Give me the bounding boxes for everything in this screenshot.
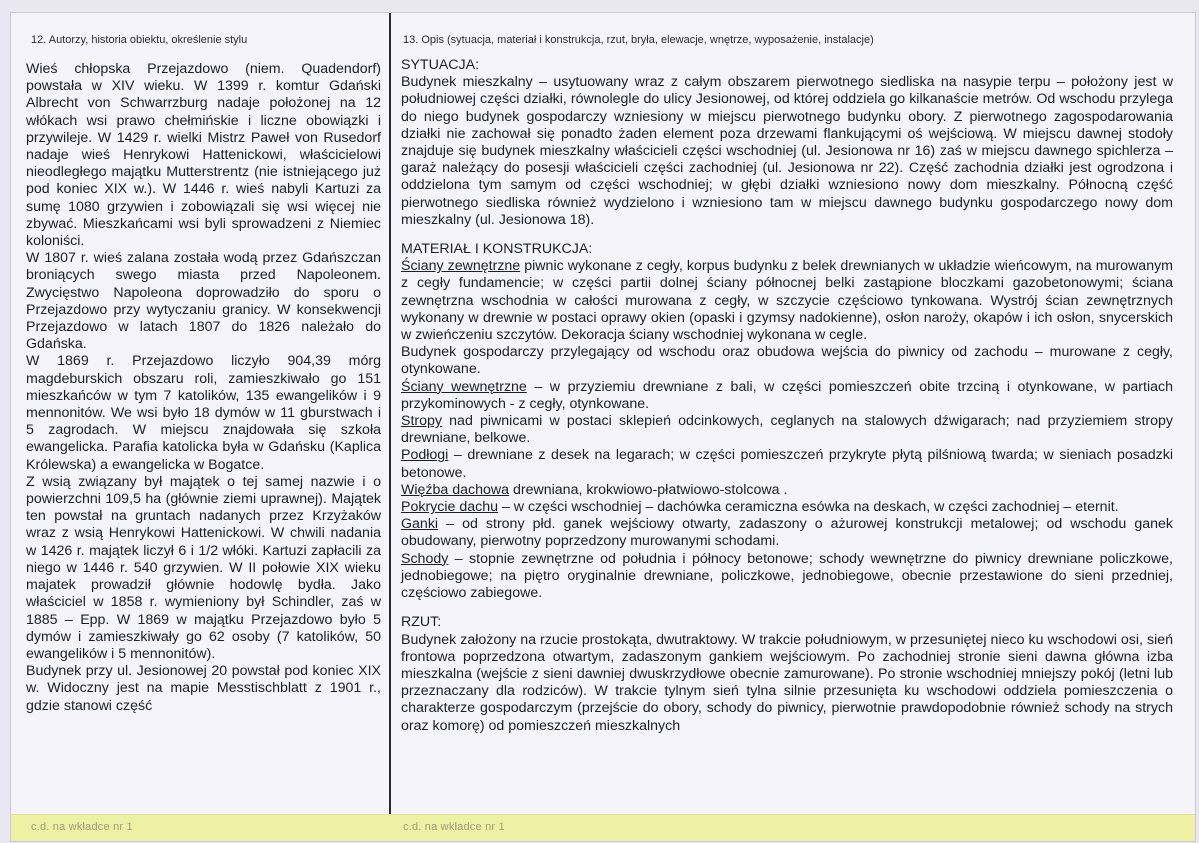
material-item <box>401 499 1173 516</box>
history-header: 12. Autorzy, historia obiektu, określenie stylu <box>31 34 248 46</box>
material-text: – w przyziemiu drewniane z bali, w części pomieszczeń obite trzciną i otynkowane, w partiach przykominowych - z cegły, otynkowane. <box>401 378 1173 412</box>
material-item <box>401 551 1173 603</box>
section-title-material: MATERIAŁ I KONSTRUKCJA: <box>401 241 593 258</box>
history-paragraph: Wieś chłopska Przejazdowo (niem. Quadendorf) powstała w XIV wieku. W 1399 r. komtur Gdański Albrecht von Schwarrzburg nadaje położonej na 12 włókach wsi prawo chełmińskie i liczne obowiązki i przywileje. W 1429 r. wielki Mistrz Paweł von Rusedorf nadaje wieś Henrykowi Hattenickowi, właścicielowi nieodległego majątku Mutterstrentz (nie istniejącego już pod koniec XIX w.). W 1446 r. wieś nabyli Kartuzi za sumę 1080 grzywien i zobowiązali się wsi więcej nie zbywać. Mieszkańcami wsi byli sprowadzeni z Niemiec koloniści. <box>26 61 381 250</box>
history-paragraph: Z wsią związany był majątek o tej samej nazwie i o powierzchni 109,5 ha (głównie ziemi uprawnej). Majątek ten powstał na gruntach nadanych przez Krzyżaków wraz z wsią Henrykowi Hattenickowi. W chwili nadania w 1426 r. majątek liczył 6 i 1/2 włóki. Kartuzi zapłacili za niego w 1446 r. 540 grzywien. W II połowie XIX wieku majatek prowadził głównie hodowlę bydła. Jako właściciel w 1858 r. wymieniony był Schindler, zaś w 1885 – Epp. W 1869 w majątku Przejazdowo było 5 dymów i zamieszkiwały go 62 osoby (7 katolików, 50 ewangelików i 5 mennonitów). <box>26 473 381 662</box>
rzut-paragraph: Budynek założony na rzucie prostokąta, dwutraktowy. W trakcie południowym, w przesuniętej nieco ku wschodowi osi, sień frontowa poprzedzona otwartym, zadaszonym gankiem wejściowym. Po zachodniej stronie sieni dawna główna izba mieszkalna (wejście z sieni dawniej dwuskrzydłowe obecnie zamurowane). Po stronie wschodniej mniejszy pokój (letni lub przeznaczany dla rodziców). W trakcie tylnym sień tylna silnie przesunięta ku wschodowi oddziela pomieszczenia o charakterze gospodarczym (przejście do obory, schody do piwnicy, pierwotnie prawdopodobnie również schody na strych oraz komorę) od pomieszczeń mieszkalnych <box>401 631 1173 734</box>
material-text: drewniana, krokwiowo-płatwiowo-stolcowa . <box>509 481 788 498</box>
material-item <box>401 344 1173 378</box>
material-label: Więźba dachowa <box>401 481 510 498</box>
material-text: nad piwnicami w postaci sklepień odcinkowych, ceglanych na stalowych dźwigarach; nad przyziemiem stropy drewniane, belkowe. <box>401 413 1173 447</box>
form-sheet <box>10 12 1196 842</box>
material-label: Stropy <box>401 413 443 430</box>
material-text: – stopnie zewnętrzne od południa i północy betonowe; schody wewnętrzne do piwnicy drewniane policzkowe, jednobiegowe; na piętro oryginalnie drewniane, policzkowe, jednobiegowe, obecnie przestawione do sieni przedniej, częściowo zabiegowe. <box>401 550 1173 602</box>
history-text <box>26 61 381 715</box>
material-item <box>401 379 1173 413</box>
material-label: Ściany zewnętrzne <box>401 258 521 275</box>
material-text: – od strony płd. ganek wejściowy otwarty, zadaszony o ażurowej konstrukcji metalowej; od wschodu ganek obudowany, pierwotny poprzedzony murowanymi schodami. <box>401 516 1173 550</box>
material-text: – w części wschodniej – dachówka ceramiczna esówka na deskach, w części zachodniej – eternit. <box>498 499 1119 516</box>
description-column <box>391 13 1195 841</box>
material-item <box>401 413 1173 447</box>
history-column <box>11 13 391 841</box>
material-label: Podłogi <box>401 447 449 464</box>
footer-band <box>11 814 1195 841</box>
section-title-rzut: RZUT: <box>401 614 442 631</box>
history-paragraph: W 1869 r. Przejazdowo liczyło 904,39 mórg magdeburskich obszaru roli, zamieszkiwało go 151 mieszkańców w tym 7 katolików, 135 ewangelików i 9 mennonitów. We wsi było 18 dymów w 11 gburstwach i 5 zagrodach. W miejscu znajdowała się szkoła ewangelicka. Parafia katolicka była w Gdańsku (Kaplica Królewska) a ewangelicka w Bogatce. <box>26 353 381 473</box>
material-label: Ściany wewnętrzne <box>401 378 527 395</box>
material-text: piwnic wykonane z cegły, korpus budynku z belek drewnianych w układzie wieńcowym, na murowanym z cegły fundamencie; w części partii dolnej ściany północnej belki zastąpione bloczkami gazobetonowymi; ściana zewnętrzna wschodnia w całości murowana z cegły, w szczycie częściowo tynkowana. Wystrój ścian zewnętrznych wykonany w drewnie w postaci oprawy okien (opaski i gzymsy nadokienne), osłon naroży, okapów i ich osłon, snycerskich w zwieńczeniu szczytów. Dekoracja ściany wschodniej wykonana w cegle. <box>401 258 1173 344</box>
material-label: Ganki <box>401 516 439 533</box>
continuation-note-left: c.d. na wkładce nr 1 <box>31 821 133 833</box>
history-paragraph: W 1807 r. wieś zalana została wodą przez Gdańszczan broniących swego miasta przed Napoleonem. Zwycięstwo Napoleona doprowadziło do sporu o Przejazdowo przy wytyczaniu granicy. W konsekwencji Przejazdowo w latach 1807 do 1826 należało do Gdańska. <box>26 250 381 353</box>
section-title-sytuacja: SYTUACJA: <box>401 57 480 73</box>
material-item <box>401 258 1173 344</box>
material-item <box>401 482 1173 499</box>
history-paragraph: Budynek przy ul. Jesionowej 20 powstał pod koniec XIX w. Widoczny jest na mapie Messtischblatt z 1901 r., gdzie stanowi część <box>26 663 381 714</box>
material-text: – drewniane z desek na legarach; w części pomieszczeń przykryte płytą pilśniową twarda; w sieniach posadzki betonowe. <box>401 447 1173 481</box>
sytuacja-paragraph: Budynek mieszkalny – usytuowany wraz z całym obszarem pierwotnego siedliska na nasypie terpu – położony jest w południowej części działki, równolegle do ulicy Jesionowej, od której oddziela go kilkanaście metrów. Od wschodu przylega do niego budynek gospodarczy wzniesiony w miejscu pierwotnego budynku obory. Z pierwotnego zagospodarowania działki nie zachował się ponadto żaden element poza drzewami flankującymi oś wejściową. W miejscu dawnej stodoły znajduje się budynek mieszkalny właścicieli części wschodniej (ul. Jesionowa nr 16) zaś w miejscu dawnego spichlerza – garaż należący do posesji właścicieli części zachodniej (ul. Jesionowa nr 22). Część zachodnia działki jest ogrodzona i oddzielona tym samym od części wschodniej; w głębi działki wzniesiono nowy dom mieszkalny. Północną część pierwotnego siedliska również wydzielono i wzniesiono tam w miejscu dawnego budynku gospodarczego nowy dom mieszkalny (ul. Jesionowa 18). <box>401 74 1173 228</box>
description-text <box>401 57 1173 735</box>
material-item <box>401 516 1173 550</box>
material-item <box>401 447 1173 481</box>
continuation-note-right: c.d. na wkładce nr 1 <box>403 821 505 833</box>
description-header: 13. Opis (sytuacja, materiał i konstrukcja, rzut, bryła, elewacje, wnętrze, wyposażenie, instalacje) <box>403 34 874 46</box>
material-label: Schody <box>401 550 449 567</box>
material-text: Budynek gospodarczy przylegający od wschodu oraz obudowa wejścia do piwnicy od zachodu – murowane z cegły, otynkowane. <box>401 344 1173 378</box>
material-label: Pokrycie dachu <box>401 499 498 516</box>
